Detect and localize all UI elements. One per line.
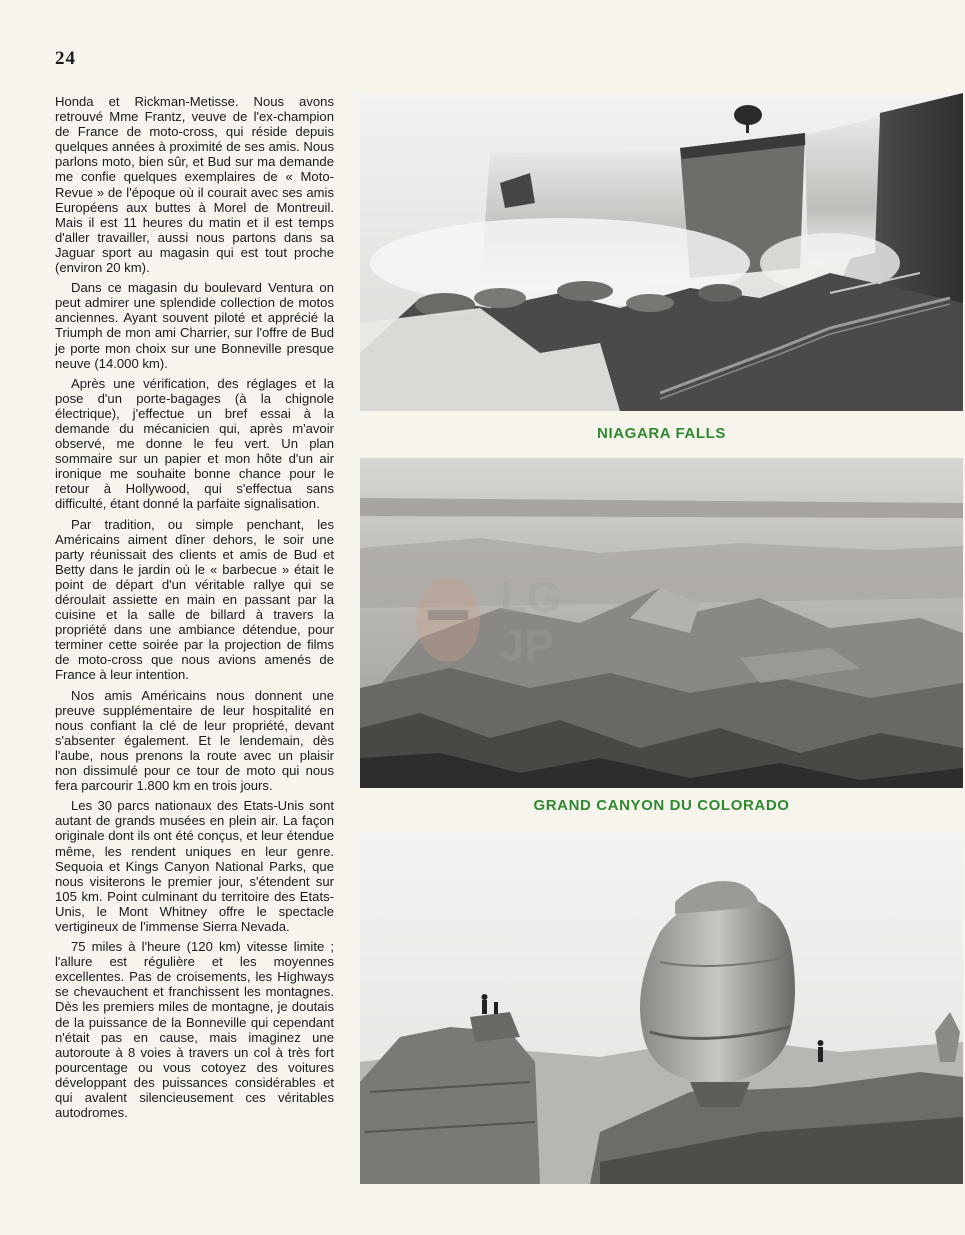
article-paragraph: 75 miles à l'heure (120 km) vitesse limite ; l'allure est régulière et les moyennes excellentes. Pas de croisements, les Highways se chevauchent et franchissent les montagnes. Dès les premiers miles de montagne, je doutais de la puissance de la Bonneville qui cependant n'était pas en cause, mais imaginez une autoroute à 8 voies à travers un col à très fort pourcentage ou vous cotoyez des voitures développant des puissances considérables et qui avalent silencieusement ces véritables autodromes. — [55, 939, 334, 1121]
niagara-falls-photo — [360, 93, 963, 411]
article-paragraph: Les 30 parcs nationaux des Etats-Unis sont autant de grands musées en plein air. La façon originale dont ils ont été conçus, et leur étendue même, les rendent uniques en leur genre. Sequoia et Kings Canyon National Parks, que nous visiterons le premier jour, s'étendent sur 105 km. Point culminant du territoire des Etats-Unis, le Mont Whitney offre le spectacle vertigineux de l'immense Sierra Nevada. — [55, 798, 334, 934]
page-number: 24 — [55, 48, 76, 69]
article-paragraph: Après une vérification, des réglages et la pose d'un porte-bagages (à la chignole électrique), j'effectue un bref essai à la demande du mécanicien qui, après m'avoir observé, me donne le feu vert. Un plan sommaire sur un papier et mon hôte d'un air ironique me souhaite bonne chance pour le retour à Hollywood, qui s'effectua sans difficulté, étant donné la parfaite signalisation. — [55, 375, 334, 512]
watermark-logo — [408, 560, 568, 680]
watermark-text-top: LG — [500, 573, 562, 622]
photo-caption: GRAND CANYON DU COLORADO — [533, 797, 790, 814]
article-paragraph: Honda et Rickman-Metisse. Nous avons retrouvé Mme Frantz, veuve de l'ex-champion de France de moto-cross, qui réside depuis quelques années à proximité de ses amis. Nous parlons moto, bien sûr, et Bud sur ma demande me confie quelques exemplaires de « Moto-Revue » de l'époque où il courait avec ses amis Européens aux buttes à Morel de Montreuil. Mais il est 11 heures du matin et il est temps d'aller travailler, aussi nous partons dans sa Jaguar sport au magasin qui est tout proche (environ 20 km). — [55, 94, 334, 276]
article-paragraph: Dans ce magasin du boulevard Ventura on peut admirer une splendide collection de motos anciennes. Ayant souvent piloté et apprécié la Triumph de mon ami Charrier, sur l'offre de Bud je porte mon choix sur une Bonneville presque neuve (14.000 km). — [55, 280, 334, 371]
article-paragraph: Nos amis Américains nous donnent une preuve supplémentaire de leur hospitalité en nous confiant la clé de leur propriété, devant s'absenter également. Et le lendemain, dès l'aube, nous prenons la route avec un plaisir non dissimulé pour ce tour de moto qui nous fera parcourir 1.800 km en trois jours. — [55, 687, 334, 794]
article-text-column — [55, 94, 334, 1125]
rock-formation-photo — [360, 832, 963, 1184]
watermark-text-bottom: JP — [500, 621, 554, 670]
photo-caption: NIAGARA FALLS — [597, 425, 726, 442]
article-paragraph: Par tradition, ou simple penchant, les Américains aiment dîner dehors, le soir une party réunissait des clients et amis de Bud et Betty dans le jardin où le « barbecue » était le point de départ d'un véritable rallye qui se déroulait assiette en main en passant par la cuisine et la salle de billard à travers la propriété dans une ambiance détendue, pour terminer cette soirée par la projection de films de moto-cross que nous avions amenés de France à leur intention. — [55, 516, 334, 683]
